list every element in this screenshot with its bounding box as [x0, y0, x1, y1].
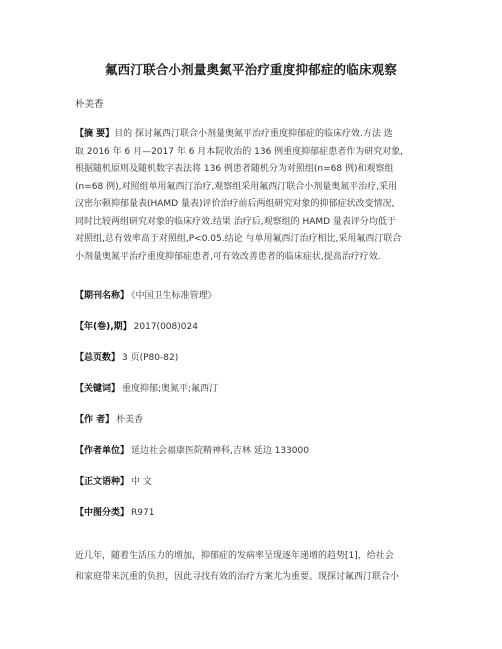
- document-title: 氟西汀联合小剂量奥氮平治疗重度抑郁症的临床观察: [104, 62, 398, 77]
- abstract-line: 同时比较两组研究对象的临床疗效.结果 治疗后,观察组的 HAMD 量表评分均低于: [75, 216, 396, 227]
- meta-classification: [75, 505, 154, 518]
- meta-value: 3 页(P80-82): [122, 353, 179, 363]
- abstract-line: 取 2016 年 6 月—2017 年 6 月本院收治的 136 例重度抑郁症患者作为研究对象,: [75, 146, 404, 157]
- abstract-line: 汉密尔顿抑郁量表(HAMD 量表)评价治疗前后两组研究对象的抑郁症状改变情况,: [75, 199, 395, 209]
- meta-label: 【作者单位】: [75, 446, 130, 456]
- body-line: 和家庭带来沉重的负担，因此寻找有效的治疗方案尤为重要。现探讨氟西汀联合小: [75, 572, 400, 582]
- meta-value: 中 文: [131, 477, 152, 487]
- meta-journal-name: [75, 288, 217, 301]
- meta-author-affiliation: [75, 443, 309, 456]
- meta-label: 【年(卷),期】: [75, 322, 132, 332]
- abstract-text: 目的 探讨氟西汀联合小剂量奥氮平治疗重度抑郁症的临床疗效.方法 选: [114, 129, 393, 139]
- body-paragraph: [75, 546, 435, 588]
- meta-value: 2017(008)024: [133, 322, 198, 332]
- meta-value: R971: [131, 508, 155, 518]
- abstract-line: [75, 126, 431, 144]
- abstract-label: 【摘 要】: [75, 129, 115, 139]
- meta-author: [75, 412, 143, 425]
- meta-value: 延边社会福康医院精神科,吉林 延边 133000: [131, 446, 309, 456]
- abstract-line: 根据随机原则及随机数字表法将 136 例患者随机分为对照组(n=68 例)和观察组: [75, 164, 394, 174]
- meta-page-count: [75, 350, 178, 363]
- abstract-line: (n=68 例),对照组单用氟西汀治疗,观察组采用氟西汀联合小剂量奥氮平治疗,采用: [75, 181, 398, 192]
- meta-label: 【作 者】: [75, 415, 115, 425]
- body-line: 近几年，随着生活压力的增加，抑郁症的发病率呈现逐年递增的趋势[1]，给社会: [75, 551, 394, 561]
- author-name: 朴美香: [75, 99, 104, 110]
- meta-language: [75, 474, 152, 487]
- meta-label: 【中图分类】: [75, 508, 130, 518]
- meta-value: 朴美香: [116, 415, 144, 425]
- abstract-line: 小剂量奥氮平治疗重度抑郁症患者,可有效改善患者的临床症状,提高治疗疗效.: [75, 251, 381, 262]
- meta-keywords: [75, 381, 218, 394]
- meta-volume-issue: [75, 319, 198, 332]
- meta-label: 【关键词】: [75, 384, 121, 394]
- meta-label: 【正文语种】: [75, 477, 130, 487]
- meta-label: 【期刊名称】: [75, 291, 130, 301]
- meta-value: 重度抑郁;奥氮平;氟西汀: [122, 384, 219, 394]
- abstract-line: 对照组,总有效率高于对照组,P<0.05.结论 与单用氟西汀治疗相比,采用氟西汀联合: [75, 234, 402, 244]
- abstract-section: [75, 126, 431, 266]
- meta-label: 【总页数】: [75, 353, 121, 363]
- meta-value: 《中国卫生标准管理》: [131, 291, 217, 301]
